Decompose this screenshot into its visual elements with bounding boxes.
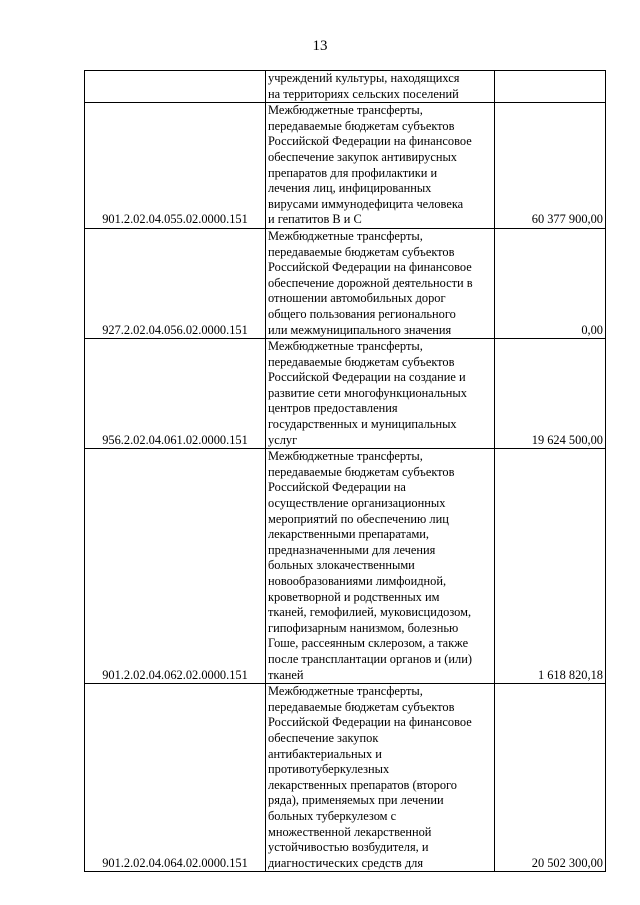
page-number: 13	[312, 38, 328, 54]
description-line: передаваемые бюджетам субъектов	[268, 354, 455, 369]
description-line: Межбюджетные трансферты,	[268, 684, 423, 699]
description-line: новообразованиями лимфоидной,	[268, 574, 447, 588]
description-line: обеспечение закупок	[268, 730, 379, 745]
description-line: Гоше, рассеянным склерозом, а также	[268, 636, 469, 651]
budget-code-cell: 927.2.02.04.056.02.0000.151	[85, 228, 266, 338]
description-cell	[266, 228, 495, 338]
description-line: обеспечение дорожной деятельности в	[268, 275, 473, 290]
description-line: или межмуниципального значения	[268, 322, 452, 337]
description-line: противотуберкулезных	[268, 762, 390, 777]
table-row	[85, 684, 606, 872]
table-row	[85, 103, 606, 229]
description-line: лечения лиц, инфицированных	[268, 181, 432, 196]
description-line: государственных и муниципальных	[268, 417, 457, 432]
description-cell	[266, 103, 495, 229]
budget-table	[84, 70, 606, 872]
amount-cell: 1 618 820,18	[495, 449, 606, 684]
description-line: Российской Федерации на финансовое	[268, 715, 472, 730]
description-line: Межбюджетные трансферты,	[268, 339, 423, 354]
description-line: множественной лекарственной	[268, 824, 432, 839]
description-line: кроветворной и родственных им	[268, 589, 440, 604]
amount-cell: 20 502 300,00	[495, 684, 606, 872]
table-body	[85, 71, 606, 872]
description-line: осуществление организационных	[268, 496, 446, 511]
description-line: Межбюджетные трансферты,	[268, 228, 423, 243]
table-row	[85, 449, 606, 684]
description-line: и гепатитов В и С	[268, 212, 362, 227]
description-line: передаваемые бюджетам субъектов	[268, 464, 455, 479]
description-line: тканей	[268, 667, 304, 682]
description-line: вирусами иммунодефицита человека	[268, 196, 464, 211]
description-cell	[266, 71, 495, 103]
description-cell	[266, 684, 495, 872]
budget-code-cell: 901.2.02.04.055.02.0000.151	[85, 103, 266, 229]
description-line: общего пользования регионального	[268, 306, 456, 321]
amount-cell: 0,00	[495, 228, 606, 338]
description-line: учреждений культуры, находящихся	[268, 71, 460, 85]
description-line: Российской Федерации на создание и	[268, 370, 466, 385]
description-line: больных злокачественными	[268, 558, 415, 573]
description-line: антибактериальных и	[268, 746, 382, 761]
description-line: передаваемые бюджетам субъектов	[268, 699, 455, 714]
description-line: тканей, гемофилией, муковисцидозом,	[268, 605, 472, 620]
description-line: мероприятий по обеспечению лиц	[268, 511, 449, 526]
description-line: предназначенными для лечения	[268, 542, 436, 557]
budget-code-cell: 901.2.02.04.064.02.0000.151	[85, 684, 266, 872]
description-cell	[266, 339, 495, 449]
description-line: отношении автомобильных дорог	[268, 291, 446, 306]
description-line: Российской Федерации на финансовое	[268, 134, 472, 149]
description-line: Межбюджетные трансферты,	[268, 449, 423, 464]
amount-cell: 60 377 900,00	[495, 103, 606, 229]
amount-cell: 19 624 500,00	[495, 339, 606, 449]
description-line: ряда), применяемых при лечении	[268, 793, 444, 808]
description-line: развитие сети многофункциональных	[268, 385, 467, 400]
table-row	[85, 228, 606, 338]
table-row	[85, 71, 606, 103]
table-row	[85, 339, 606, 449]
description-line: диагностических средств для	[268, 855, 424, 870]
description-line: после трансплантации органов и (или)	[268, 651, 472, 666]
description-cell	[266, 449, 495, 684]
description-line: лекарственных препаратов (второго	[268, 777, 457, 792]
budget-code-cell: 901.2.02.04.062.02.0000.151	[85, 449, 266, 684]
description-line: передаваемые бюджетам субъектов	[268, 244, 455, 259]
description-line: передаваемые бюджетам субъектов	[268, 118, 455, 133]
budget-code-cell: 956.2.02.04.061.02.0000.151	[85, 339, 266, 449]
description-line: Российской Федерации на финансовое	[268, 260, 472, 275]
amount-cell	[495, 71, 606, 103]
description-line: Межбюджетные трансферты,	[268, 103, 423, 118]
description-line: лекарственными препаратами,	[268, 527, 430, 542]
description-line: препаратов для профилактики и	[268, 165, 438, 180]
description-line: больных туберкулезом с	[268, 808, 397, 823]
description-line: устойчивостью возбудителя, и	[268, 840, 429, 855]
description-line: гипофизарным нанизмом, болезнью	[268, 620, 459, 635]
description-line: на территориях сельских поселений	[268, 86, 459, 101]
description-line: центров предоставления	[268, 401, 398, 416]
description-line: Российской Федерации на	[268, 480, 406, 495]
description-line: услуг	[268, 432, 298, 447]
description-line: обеспечение закупок антивирусных	[268, 149, 457, 164]
budget-code-cell	[85, 71, 266, 103]
